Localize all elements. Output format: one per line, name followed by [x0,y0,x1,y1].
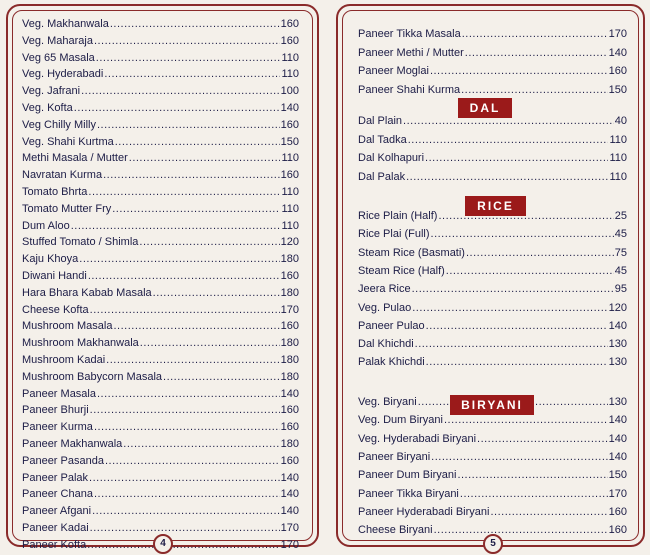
menu-item-price: 160 [280,18,299,30]
menu-item-name: Kaju Khoya [22,253,79,266]
menu-item [8,49,317,67]
dot-leader [153,284,280,302]
menu-item-price: 130 [608,356,627,369]
menu-item-price: 110 [281,152,299,165]
menu-item-price: 160 [608,65,627,77]
menu-item [8,82,317,100]
menu-item-price: 100 [280,85,299,98]
menu-item-name: Dum Aloo [22,219,70,232]
menu-item-price: 45 [614,264,627,277]
menu-item-name: Rice Plain (Half) [358,210,438,222]
dot-leader [465,44,608,62]
menu-item-price: 120 [608,301,627,314]
dot-leader [431,448,607,466]
menu-item-price: 160 [280,169,299,182]
menu-item [8,99,317,117]
dot-leader [462,25,608,43]
menu-item-name: Paneer Bhurji [22,404,89,417]
menu-item [8,233,317,251]
page-number: 5 [483,534,503,554]
menu-item [8,418,317,436]
menu-item-price: 160 [608,524,627,537]
dot-leader [94,32,280,50]
menu-item-price: 40 [614,115,627,127]
menu-item-price: 110 [281,202,299,215]
menu-item [338,44,643,62]
menu-item-name: Methi Masala / Mutter [22,152,128,165]
menu-item-price: 160 [280,421,299,434]
dot-leader [139,233,279,251]
menu-item [8,469,317,487]
menu-item [338,168,643,186]
dot-leader [446,262,614,280]
menu-item-name: Paneer Chana [22,488,93,501]
menu-item-price: 180 [280,370,299,383]
menu-item [338,244,643,262]
menu-item-price: 140 [280,505,299,518]
dot-leader [426,317,608,335]
dot-leader [97,116,280,134]
menu-item-name: Palak Khichdi [358,356,425,369]
menu-item-price: 140 [280,387,299,400]
menu-item [8,116,317,134]
dot-leader [140,334,280,352]
menu-item-name: Dal Tadka [358,133,407,146]
menu-item-price: 25 [614,210,627,222]
menu-item-name: Cheese Biryani [358,524,433,537]
menu-item-price: 160 [280,320,299,333]
menu-item-name: Paneer Kadai [22,522,89,534]
menu-item-price: 170 [608,487,627,500]
menu-item [8,183,317,201]
menu-item-name: Mushroom Kadai [22,354,106,366]
menu-item-name: Paneer Palak [22,471,89,484]
menu-item [338,353,643,371]
menu-item-name: Cheese Kofta [22,303,89,316]
menu-item-price: 160 [280,454,299,467]
menu-item-price: 150 [280,135,299,148]
menu-item-name: Paneer Hyderabadi Biryani [358,505,490,518]
menu-item-name: Paneer Pasanda [22,454,104,467]
menu-item-name: Diwani Handi [22,270,87,282]
dot-leader [113,317,279,335]
menu-item-name: Paneer Tikka Masala [358,28,461,40]
menu-item-name: Paneer Dum Biryani [358,469,457,482]
dot-leader [94,485,280,503]
menu-item-price: 130 [608,396,627,408]
menu-item-price: 170 [280,303,299,316]
menu-item [8,351,317,369]
dot-leader [490,503,607,521]
menu-item-price: 75 [614,246,627,259]
menu-item [8,200,317,218]
menu-item-price: 140 [608,414,627,427]
menu-item [338,25,643,43]
menu-item-price: 110 [609,152,627,164]
menu-item-name: Veg Chilly Milly [22,118,96,131]
menu-item-price: 170 [280,522,299,534]
menu-item-name: Dal Kolhapuri [358,152,425,164]
menu-item [338,466,643,484]
menu-item-name: Paneer Kofta [22,538,87,551]
menu-item [338,280,643,298]
menu-item [8,149,317,167]
menu-item [338,225,643,243]
dot-leader [74,99,280,117]
menu-item-price: 110 [609,133,627,146]
dot-leader [123,435,279,453]
menu-item-name: Veg. Dum Biryani [358,414,443,427]
menu-item-name: Veg. Kofta [22,102,73,114]
dot-leader [426,353,608,371]
dot-leader [457,466,607,484]
menu-item-price: 160 [280,34,299,47]
menu-item [338,335,643,353]
menu-item [8,250,317,268]
menu-item [8,452,317,470]
dot-leader [408,131,609,149]
menu-item-name: Rice Plai (Full) [358,228,430,241]
menu-item-price: 170 [280,538,299,551]
menu-item-name: Veg. Pulao [358,301,412,314]
menu-item-name: Paneer Pulao [358,319,425,332]
menu-item-name: Steam Rice (Basmati) [358,246,465,259]
dot-leader [406,168,608,186]
menu-item [338,62,643,80]
menu-item-name: Veg. Maharaja [22,34,93,47]
menu-item [8,368,317,386]
menu-item-price: 140 [280,102,299,114]
menu-item-price: 110 [609,170,627,183]
dot-leader [477,430,608,448]
menu-item-price: 95 [614,283,627,296]
menu-item-name: Veg 65 Masala [22,51,95,64]
menu-item-name: Veg. Jafrani [22,85,81,98]
menu-item-price: 160 [280,270,299,282]
menu-item [8,301,317,319]
dot-leader [104,65,280,83]
menu-item-name: Mushroom Masala [22,320,113,333]
menu-item [8,267,317,285]
menu-item-price: 110 [281,51,299,64]
menu-item-name: Paneer Tikka Biryani [358,487,459,500]
section-header-rice: RICE [465,196,526,216]
menu-item-name: Paneer Moglai [358,65,429,77]
menu-item-name: Paneer Masala [22,387,96,400]
menu-item [8,284,317,302]
menu-item-name: Tomato Mutter Fry [22,202,112,215]
menu-item-price: 110 [281,186,299,198]
menu-item-name: Veg. Hyderabadi [22,68,104,81]
menu-item-price: 160 [280,404,299,417]
menu-item-price: 150 [608,83,627,96]
menu-item-name: Dal Plain [358,115,403,127]
menu-item-price: 180 [280,438,299,450]
menu-item-price: 130 [608,338,627,351]
menu-item [338,81,643,99]
dot-leader [97,385,280,403]
dot-leader [163,368,280,386]
dot-leader [87,536,279,554]
dot-leader [460,485,608,503]
menu-item [8,435,317,453]
menu-item [338,317,643,335]
dot-leader [434,521,608,539]
dot-leader [96,49,281,67]
dot-leader [466,244,614,262]
menu-item-name: Veg. Biryani [358,396,417,408]
menu-item-price: 140 [608,319,627,332]
dot-leader [88,267,280,285]
menu-item [8,485,317,503]
menu-item-name: Paneer Kurma [22,421,93,434]
dot-leader [81,82,280,100]
menu-item-price: 140 [608,432,627,445]
menu-item-price: 180 [280,337,299,350]
menu-item [8,166,317,184]
dot-leader [430,62,608,80]
dot-leader [415,335,608,353]
dot-leader [110,15,280,33]
menu-item-name: Paneer Biryani [358,450,431,463]
dot-leader [115,133,280,151]
menu-item-name: Mushroom Babycorn Masala [22,370,163,383]
menu-item [8,385,317,403]
menu-item-price: 45 [614,228,627,241]
menu-item-name: Paneer Methi / Mutter [358,46,464,59]
menu-item [8,217,317,235]
menu-item [8,15,317,33]
menu-item-name: Dal Palak [358,170,406,183]
dot-leader [89,469,280,487]
menu-item-name: Paneer Makhanwala [22,438,123,450]
dot-leader [92,502,280,520]
menu-item [338,131,643,149]
menu-item-name: Paneer Afgani [22,505,92,518]
menu-item-price: 160 [608,505,627,518]
menu-item-price: 170 [608,28,627,40]
menu-item [338,430,643,448]
dot-leader [425,149,608,167]
menu-item-price: 180 [280,253,299,266]
menu-item-name: Stuffed Tomato / Shimla [22,236,139,249]
menu-item [338,299,643,317]
dot-leader [105,452,280,470]
dot-leader [412,299,607,317]
menu-item [8,401,317,419]
menu-item-name: Veg. Hyderabadi Biryani [358,432,477,445]
dot-leader [90,301,280,319]
menu-item [338,448,643,466]
menu-item-price: 180 [280,286,299,299]
dot-leader [94,418,280,436]
section-header-dal: DAL [458,98,512,118]
menu-item-name: Hara Bhara Kabab Masala [22,286,152,299]
menu-item-name: Dal Khichdi [358,338,414,351]
menu-item [8,65,317,83]
menu-item-price: 110 [281,68,299,81]
dot-leader [106,351,279,369]
menu-item-name: Veg. Makhanwala [22,18,109,30]
dot-leader [79,250,279,268]
dot-leader [88,183,280,201]
dot-leader [461,81,608,99]
dot-leader [112,200,280,218]
menu-item [338,503,643,521]
menu-page-left [6,4,319,551]
menu-item-price: 110 [281,219,299,232]
menu-item-price: 120 [280,236,299,249]
dot-leader [90,519,280,537]
menu-item-name: Veg. Shahi Kurtma [22,135,114,148]
section-header-biryani: BIRYANI [450,395,534,415]
menu-item-name: Navratan Kurma [22,169,103,182]
dot-leader [431,225,614,243]
menu-item [8,334,317,352]
menu-item [8,502,317,520]
menu-item [8,133,317,151]
dot-leader [412,280,614,298]
menu-item [8,32,317,50]
menu-item [338,262,643,280]
dot-leader [129,149,281,167]
menu-item-price: 150 [608,469,627,482]
menu-item-price: 140 [280,488,299,501]
menu-item-price: 140 [280,471,299,484]
menu-item-name: Paneer Shahi Kurma [358,83,461,96]
menu-item [338,149,643,167]
page-number: 4 [153,534,173,554]
menu-item-name: Tomato Bhrta [22,186,88,198]
dot-leader [90,401,280,419]
menu-item-price: 160 [280,118,299,131]
menu-item-price: 140 [608,46,627,59]
dot-leader [103,166,280,184]
menu-item-name: Jeera Rice [358,283,411,296]
menu-item-price: 140 [608,450,627,463]
menu-item [8,317,317,335]
menu-page-right [336,4,645,547]
dot-leader [71,217,281,235]
menu-item-price: 180 [280,354,299,366]
menu-item-name: Steam Rice (Half) [358,264,445,277]
menu-item [338,485,643,503]
menu-item-name: Mushroom Makhanwala [22,337,139,350]
